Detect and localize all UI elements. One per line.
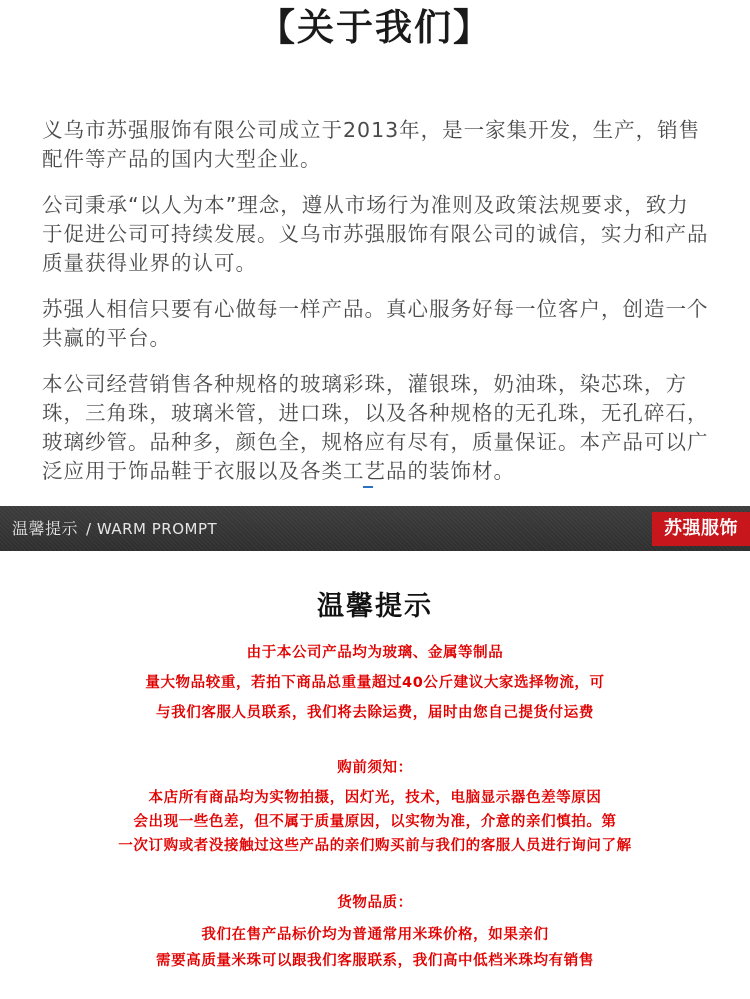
about-paragraph: 本公司经营销售各种规格的玻璃彩珠，灌银珠，奶油珠，染芯珠，方珠，三角珠，玻璃米管，进口珠，以及各种规格的无孔珠，无孔碎石，玻璃纱管。品种多，颜色全，规格应有尽有，质量保证。本产品可以广泛应用于饰品鞋于衣服以及各类工艺品的装饰材。 — [42, 372, 709, 483]
notice-line: 量大物品较重，若拍下商品总重量超过40公斤建议大家选择物流，可 — [145, 675, 605, 691]
notice-line: 本店所有商品均为实物拍摄，因灯光，技术，电脑显示器色差等原因 — [148, 790, 602, 806]
about-title: 【关于我们】 — [258, 6, 492, 49]
divider-mark — [363, 486, 373, 488]
about-paragraph: 公司秉承“以人为本”理念，遵从市场行为准则及政策法规要求，致力于促进公司可持续发展。义乌市苏强服饰有限公司的诚信，实力和产品质量获得业界的认可。 — [42, 193, 709, 275]
notice-section-heading: 货物品质： — [337, 895, 413, 911]
warm-prompt-label — [12, 506, 217, 551]
about-paragraph: 苏强人相信只要有心做每一样产品。真心服务好每一位客户，创造一个共赢的平台。 — [42, 297, 709, 350]
notice-line: 我们在售产品标价均为普通常用米珠价格，如果亲们 — [201, 927, 549, 943]
about-paragraph: 义乌市苏强服饰有限公司成立于2013年，是一家集开发，生产，销售配件等产品的国内大型企业。 — [42, 118, 701, 171]
notice-line: 与我们客服人员联系，我们将去除运费，届时由您自己提货付运费 — [156, 705, 594, 721]
notice-line: 一次订购或者没接触过这些产品的亲们购买前与我们的客服人员进行询问了解 — [118, 838, 632, 854]
notice-title: 温馨提示 — [317, 591, 433, 622]
notice-line: 需要高质量米珠可以跟我们客服联系，我们高中低档米珠均有销售 — [156, 953, 594, 969]
notice-line: 由于本公司产品均为玻璃、金属等制品 — [246, 645, 504, 661]
notice-line: 会出现一些色差，但不属于质量原因，以实物为准，介意的亲们慎拍。第 — [133, 814, 617, 830]
notice-section-heading: 购前须知： — [337, 760, 413, 776]
warm-prompt-bar — [0, 506, 750, 551]
about-body — [42, 116, 710, 503]
brand-badge: 苏强服饰 — [652, 512, 750, 546]
warm-prompt-label-cn: 温馨提示 — [12, 519, 79, 538]
warm-prompt-label-en: / WARM PROMPT — [86, 520, 218, 538]
